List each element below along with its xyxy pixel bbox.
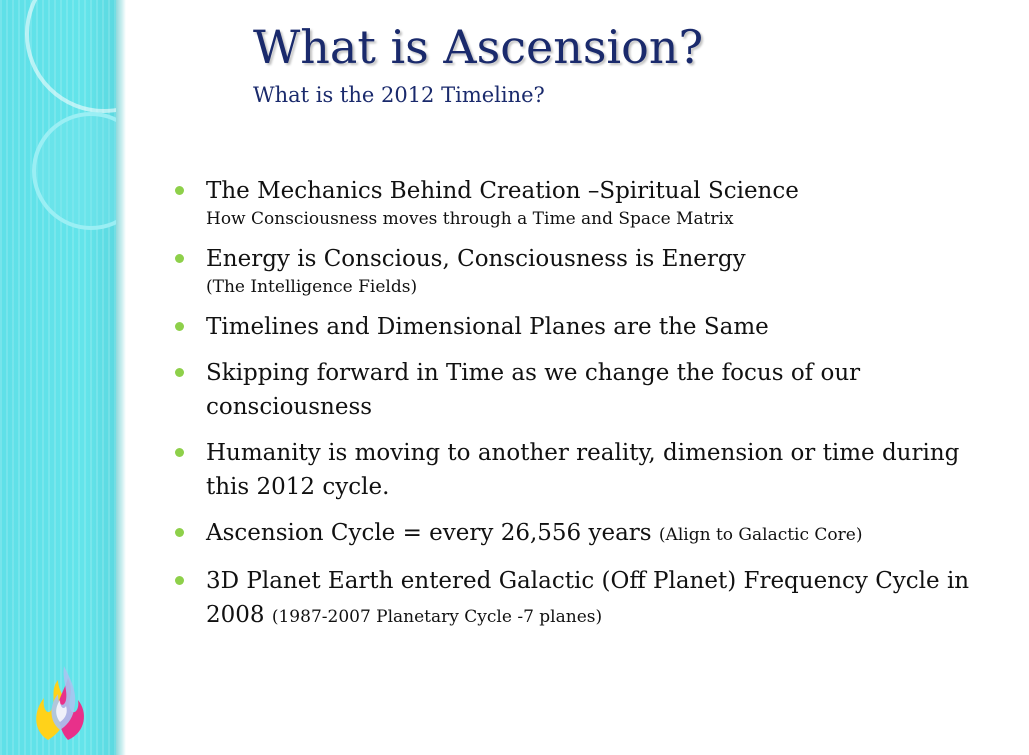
- bullet-dot-icon: [175, 186, 184, 195]
- bullet-text: Energy is Conscious, Consciousness is Energy: [206, 246, 746, 272]
- bullet-subtext: How Consciousness moves through a Time and Space Matrix: [206, 209, 734, 229]
- bullet-text: Timelines and Dimensional Planes are the Same: [206, 314, 769, 340]
- bullet-dot-icon: [175, 576, 184, 585]
- bullet-item: [172, 564, 972, 634]
- bullet-subtext: (The Intelligence Fields): [206, 277, 418, 297]
- bullet-item: [172, 174, 972, 230]
- sidebar-edge: [116, 0, 126, 755]
- bullet-list: [172, 174, 972, 646]
- bullet-item: [172, 242, 972, 298]
- decorative-ring: [32, 112, 122, 230]
- bullet-dot-icon: [175, 254, 184, 263]
- slide-title: What is Ascension?: [253, 20, 704, 74]
- bullet-dot-icon: [175, 322, 184, 331]
- bullet-text: Ascension Cycle = every 26,556 years: [206, 520, 659, 546]
- bullet-item: [172, 310, 972, 344]
- decorative-sidebar: [0, 0, 122, 755]
- bullet-text: Humanity is moving to another reality, dimension or time during this 2012 cycle.: [206, 440, 960, 500]
- bullet-text: 3D Planet Earth entered Galactic (Off Planet) Frequency Cycle in 2008: [206, 568, 970, 628]
- bullet-text: Skipping forward in Time as we change the focus of our consciousness: [206, 360, 861, 420]
- bullet-note: (Align to Galactic Core): [658, 525, 863, 545]
- flame-logo-icon: [28, 660, 92, 744]
- bullet-dot-icon: [175, 368, 184, 377]
- bullet-note: (1987-2007 Planetary Cycle -7 planes): [271, 607, 603, 627]
- bullet-item: [172, 356, 972, 424]
- bullet-dot-icon: [175, 528, 184, 537]
- decorative-ring: [25, 0, 122, 113]
- bullet-text: The Mechanics Behind Creation –Spiritual Science: [206, 178, 799, 204]
- slide-subtitle: What is the 2012 Timeline?: [253, 83, 545, 107]
- bullet-item: [172, 516, 972, 552]
- bullet-item: [172, 436, 972, 504]
- bullet-dot-icon: [175, 448, 184, 457]
